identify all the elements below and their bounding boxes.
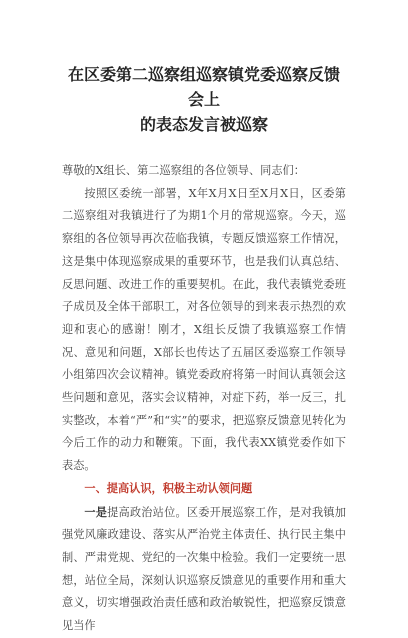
salutation: 尊敬的X组长、第二巡察组的各位领导、同志们： [62, 164, 305, 177]
paragraph-first-point [62, 501, 346, 638]
paragraph-body: 提高政治站位。区委开展巡察工作，是对我镇加强党风廉政建设、落实从严治党主体责任、执行民主集中制、严肃党规、党纪的一次集中检验。我们一定要统一思想，站位全局，深刻认识巡察反馈意见的重要作用和重大意义，切实增强政治责任感和政治敏锐性，把巡察反馈意见当作 [62, 505, 346, 633]
paragraph-intro: 按照区委统一部署，X年X月X日至X月X日，区委第二巡察组对我镇进行了为期1个月的常规巡察。今天，巡察组的各位领导再次莅临我镇，专题反馈巡察工作情况，这是集中体现巡察成果的重要环节，也是我们认真总结、反思问题、改进工作的重要契机。在此，我代表镇党委班子成员及全体干部职工，对各位领导的到来表示热烈的欢迎和衷心的感谢！刚才，X组长反馈了我镇巡察工作情况、意见和问题，X部长也传达了五届区委巡察工作领导小组第四次会议精神。镇党委政府将第一时间认真领会这些问题和意见，落实会议精神，对症下药，举一反三，扎实整改，本着“严”和“实”的要求，把巡察反馈意见转化为今后工作的动力和鞭策。下面，我代表XX镇党委作如下表态。 [62, 186, 346, 473]
title-line-1: 在区委第二巡察组巡察镇党委巡察反馈会上 [67, 65, 340, 109]
paragraph-lead: 一是 [84, 504, 108, 519]
title-line-2: 的表态发言被巡察 [139, 115, 268, 134]
document-title [62, 62, 346, 137]
section-heading: 一、提高认识，积极主动认领问题 [84, 481, 253, 495]
